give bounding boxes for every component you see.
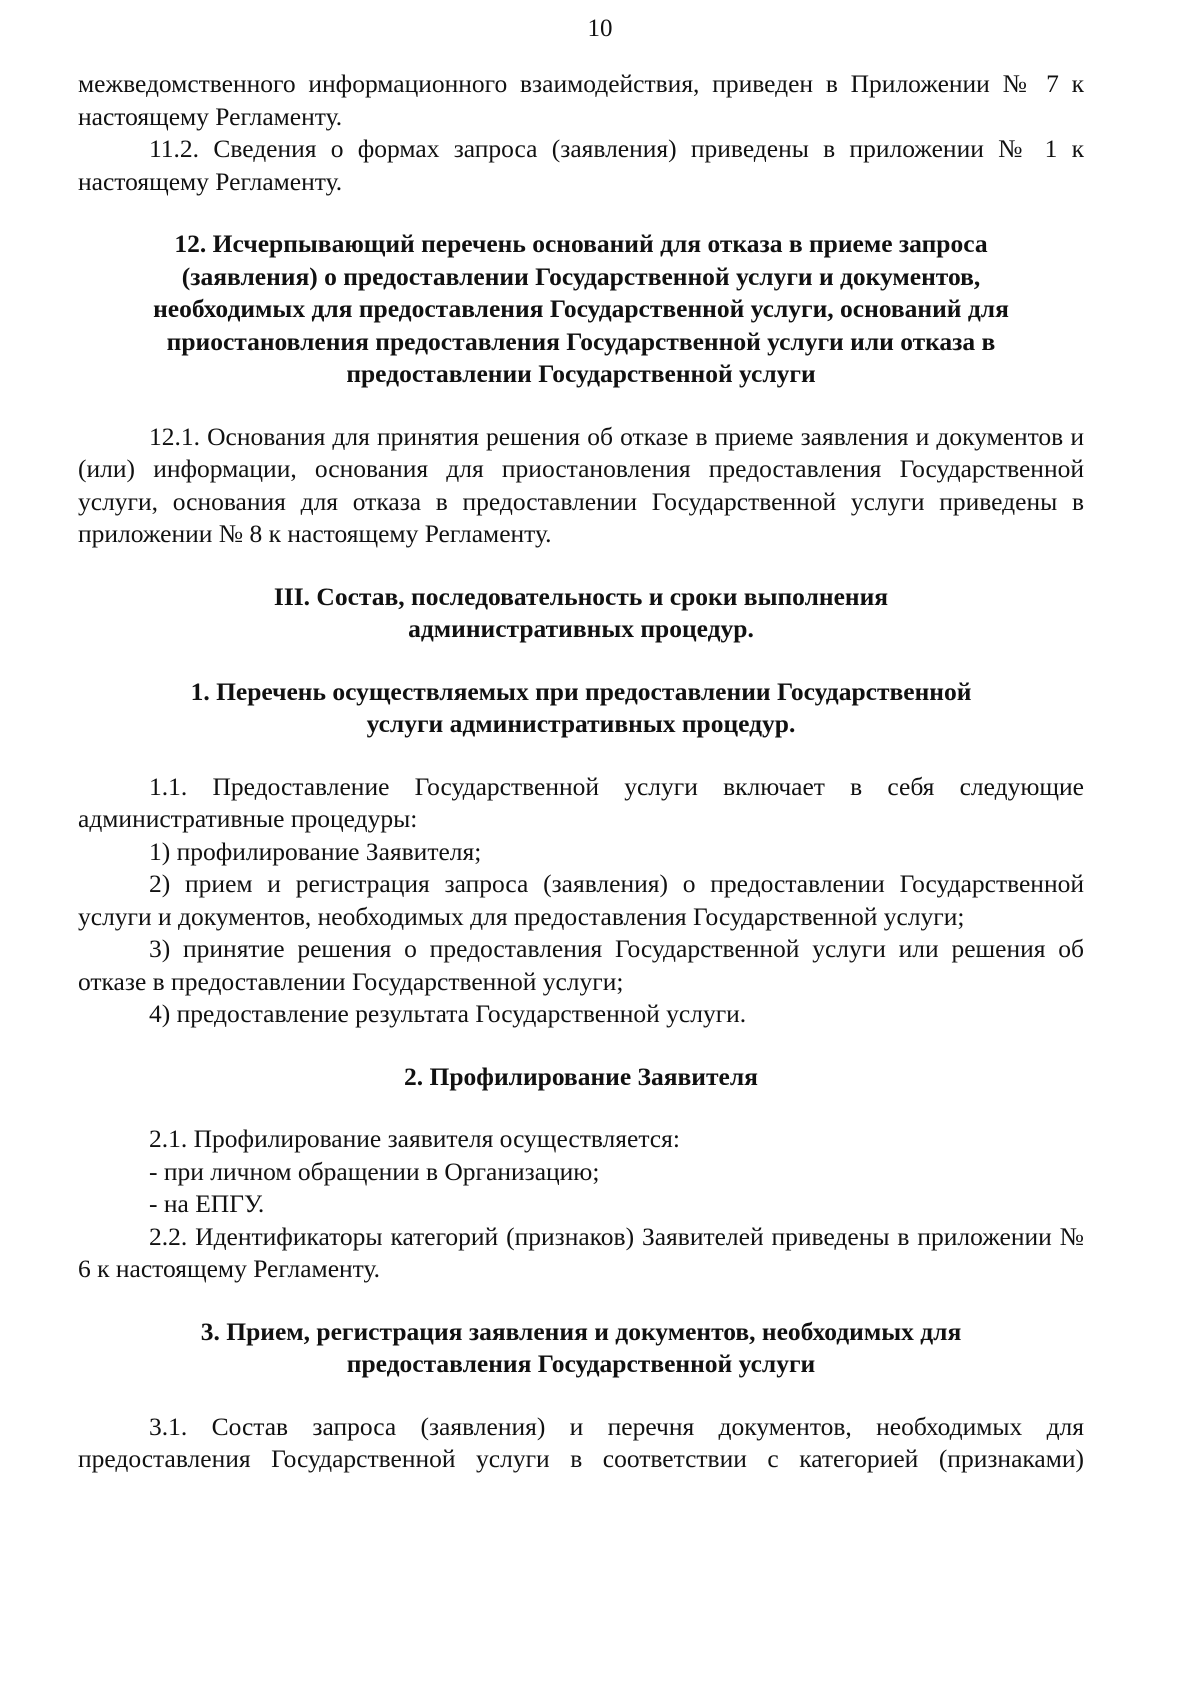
- heading-line: 3. Прием, регистрация заявления и документов, необходимых для: [200, 1316, 962, 1346]
- part-3-heading: [78, 581, 1084, 646]
- list-item: - на ЕПГУ.: [149, 1189, 265, 1218]
- heading-line: III. Состав, последовательность и сроки выполнения: [273, 581, 889, 611]
- list-item: 3) принятие решения о предоставления Государственной услуги или решения об отказе в предоставлении Государственной услуги;: [78, 934, 1084, 996]
- section-1-heading: [78, 676, 1084, 741]
- list-item: 1) профилирование Заявителя;: [149, 836, 482, 866]
- section-12-paragraph-1: 12.1. Основания для принятия решения об отказе в приеме заявления и документов и (или) информации, основания для приостановления предоставления Государственной услуги, основания для отказа в предоставлении Государственной услуги приведены в приложении № 8 к настоящему Регламенту.: [78, 421, 1084, 548]
- list-item: - при личном обращении в Организацию;: [149, 1156, 600, 1186]
- heading-line: 2. Профилирование Заявителя: [404, 1061, 758, 1091]
- page-number: 10: [587, 15, 613, 42]
- heading-line: приостановления предоставления Государственной услуги или отказа в: [166, 326, 996, 356]
- section-3-paragraph-1: 3.1. Состав запроса (заявления) и перечня документов, необходимых для предоставления Государственной услуги в соответствии с категорией (признаками): [78, 1411, 1084, 1473]
- heading-line: необходимых для предоставления Государственной услуги, оснований для: [153, 294, 1009, 323]
- intro-paragraph-1: межведомственного информационного взаимодействия, приведен в Приложении № 7 к настоящему Регламенту.: [78, 69, 1084, 131]
- section-2-heading: [78, 1061, 1084, 1094]
- heading-line: услуги административных процедур.: [366, 709, 796, 738]
- list-item: 4) предоставление результата Государственной услуги.: [149, 999, 747, 1028]
- section-1-paragraph-1: 1.1. Предоставление Государственной услуги включает в себя следующие административные процедуры:: [78, 771, 1084, 833]
- heading-line: предоставлении Государственной услуги: [346, 359, 816, 388]
- section-3-heading: [78, 1316, 1084, 1381]
- section-12-heading: [78, 228, 1084, 391]
- list-item: 2) прием и регистрация запроса (заявления) о предоставлении Государственной услуги и документов, необходимых для предоставления Государственной услуги;: [78, 869, 1084, 931]
- heading-line: 1. Перечень осуществляемых при предоставлении Государственной: [190, 676, 972, 706]
- intro-paragraph-2: 11.2. Сведения о формах запроса (заявления) приведены в приложении № 1 к настоящему Регламенту.: [78, 134, 1084, 196]
- heading-line: (заявления) о предоставлении Государственной услуги и документов,: [181, 261, 981, 291]
- document-body: [78, 68, 1084, 1476]
- section-2-paragraph-1: 2.1. Профилирование заявителя осуществляется:: [149, 1124, 680, 1153]
- heading-line: административных процедур.: [408, 614, 754, 643]
- section-2-paragraph-2: 2.2. Идентификаторы категорий (признаков) Заявителей приведены в приложении № 6 к настоящему Регламенту.: [78, 1221, 1084, 1283]
- heading-line: предоставления Государственной услуги: [346, 1349, 816, 1378]
- heading-line: 12. Исчерпывающий перечень оснований для отказа в приеме запроса: [174, 229, 988, 258]
